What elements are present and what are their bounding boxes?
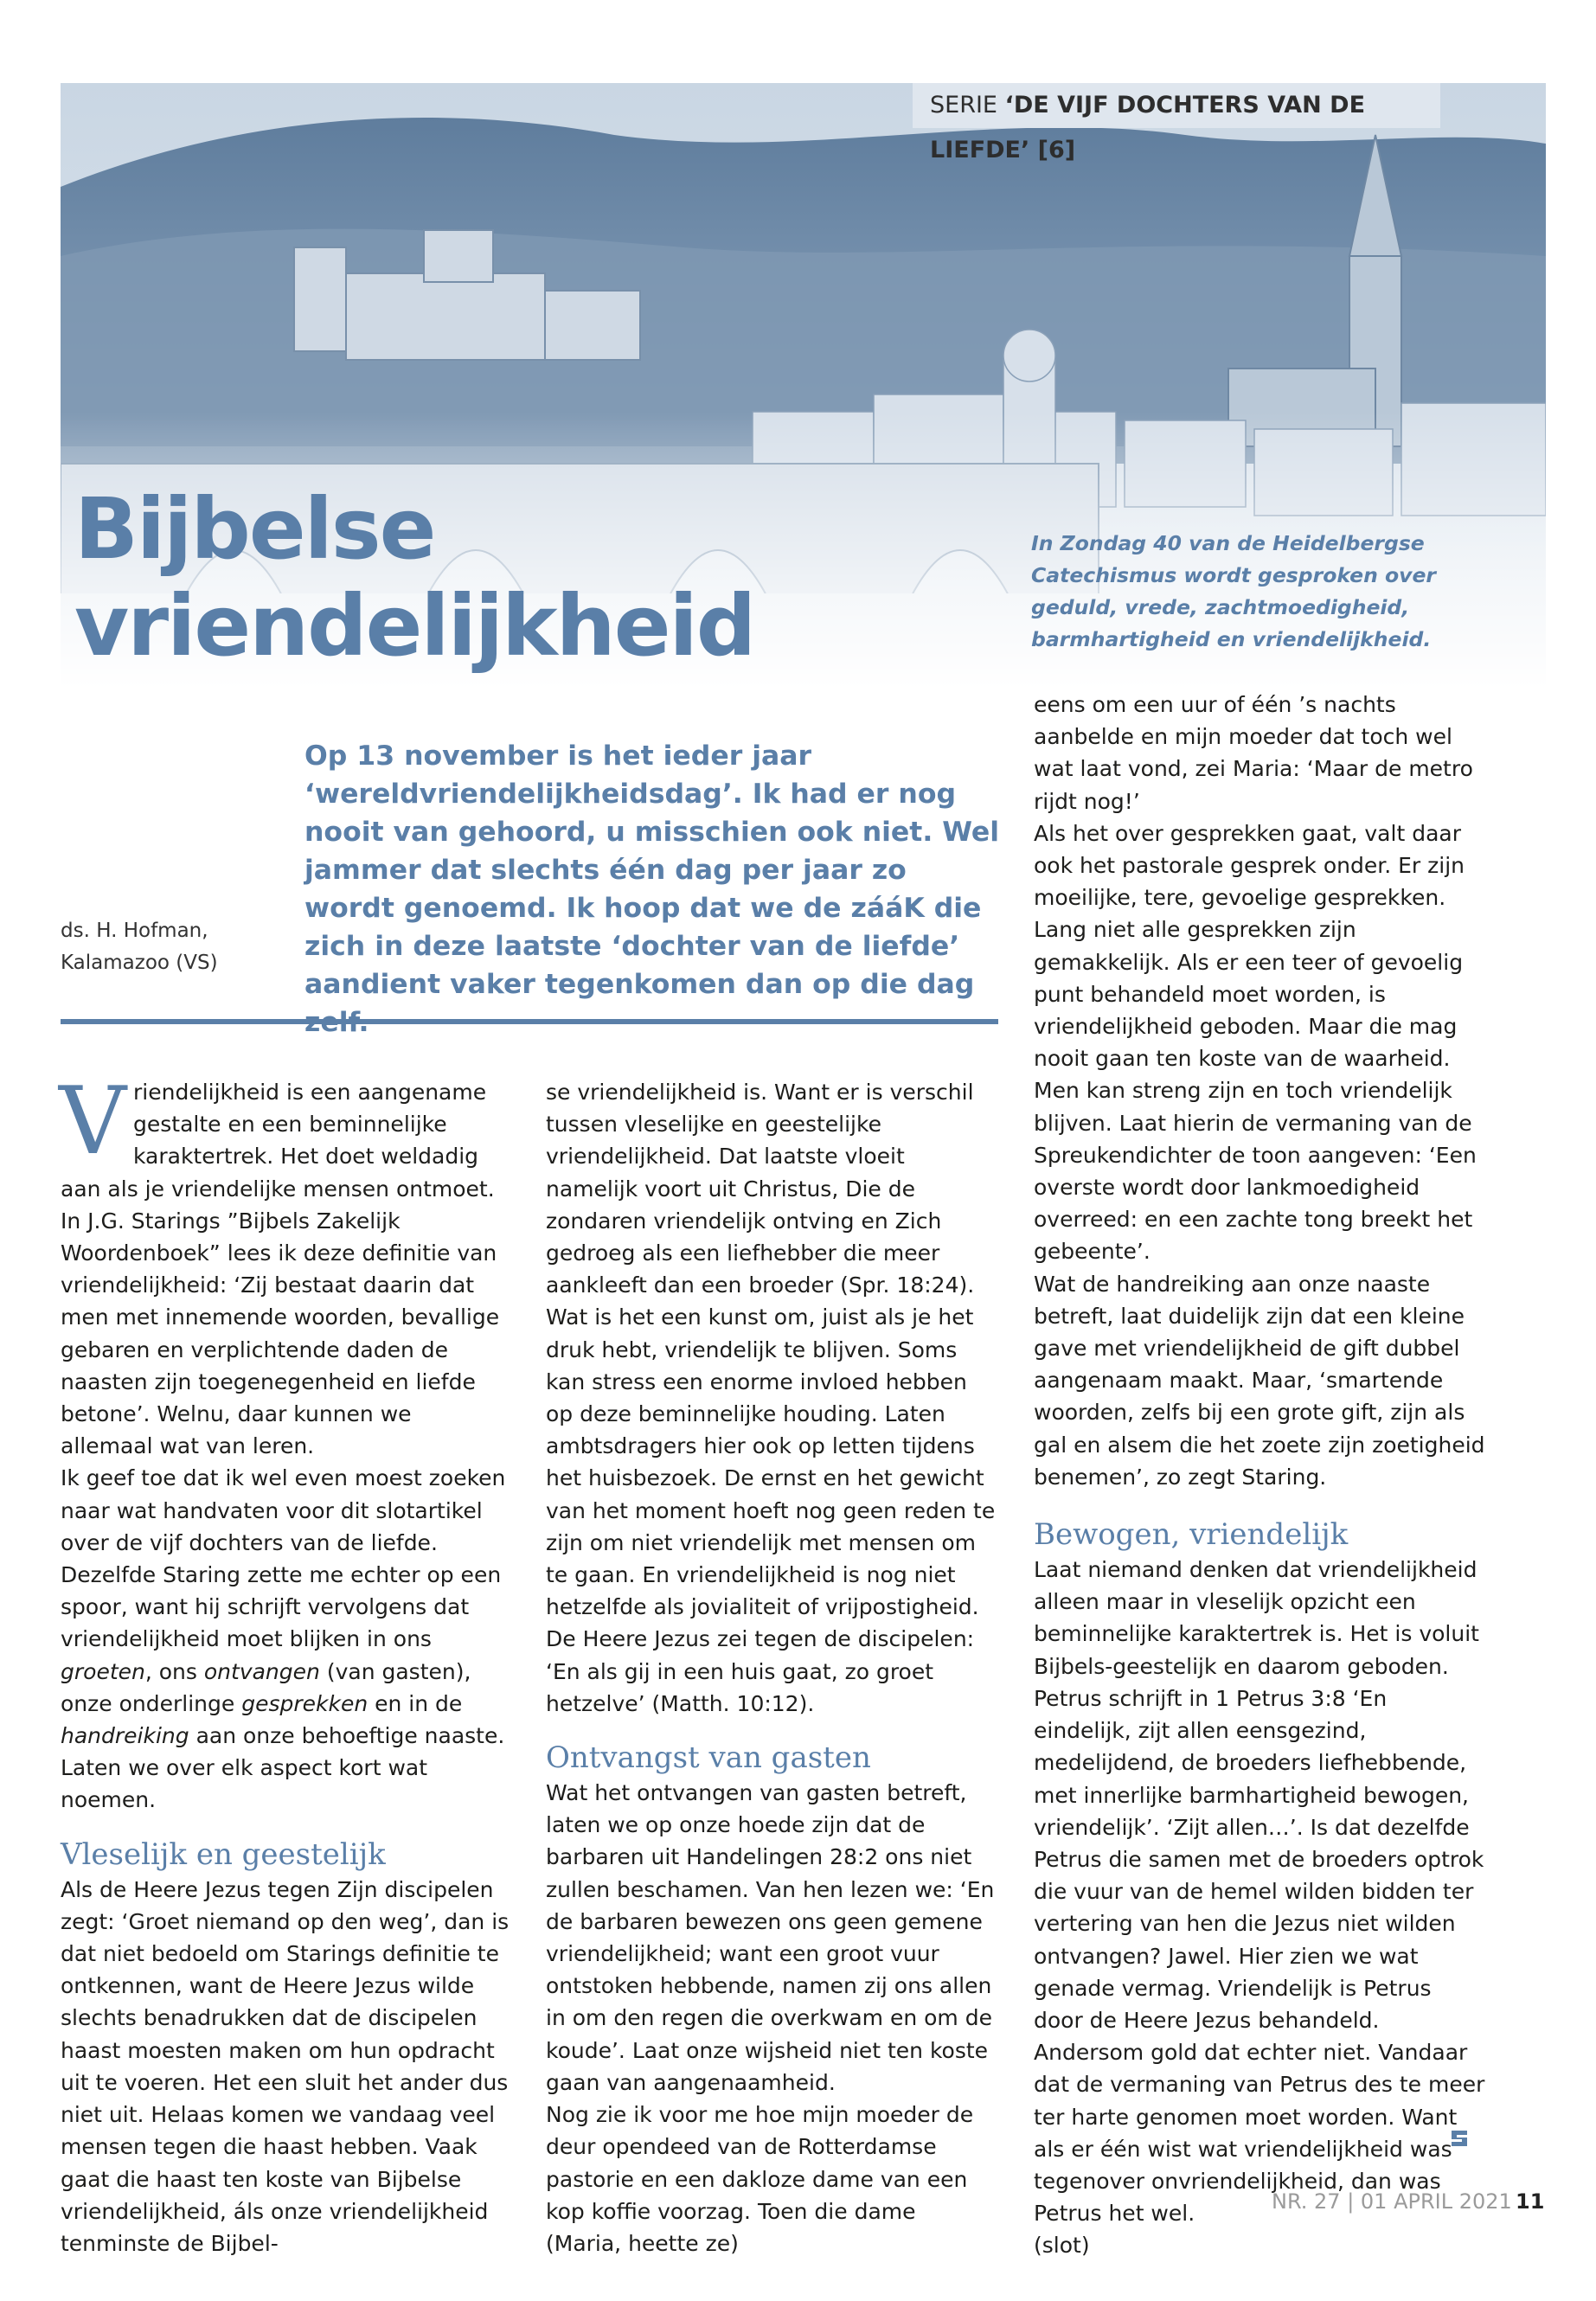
series-title: ‘DE VIJF DOCHTERS VAN DE LIEFDE’ [6]: [930, 92, 1366, 163]
p2-emphasis-handreiking: handreiking: [61, 1723, 189, 1749]
title-line-2: vriendelijkheid: [74, 577, 755, 675]
footer-issue: NR. 27 | 01 APRIL 2021: [1272, 2189, 1512, 2214]
paragraph-3-continued: se vriendelijkheid is. Want er is verschil tussen vleselijke en geestelijke vriendelijkheid. Dat laatste vloeit namelijk voort uit Christus, Die de zondaren vriendelijk ontving en Zich gedroeg als een liefhebber die meer aankleeft dan een broeder (Spr. 18:24). Wat is het een kunst om, juist als je het druk hebt, vriendelijk te blijven. Soms kan stress een enorme invloed hebben op deze beminnelijke houding. Laten ambtsdragers hier ook op letten tijdens het huisbezoek. De ernst en het gewicht van het moment hoeft nog geen reden te zijn om niet vriendelijk met mensen om te gaan. En vriendelijkheid is nog niet hetzelfde als jovialiteit of vrijpostigheid. De Heere Jezus zei tegen de discipelen: ‘En als gij in een huis gaat, zo groet hetzelve’ (Matth. 10:12).: [546, 1080, 996, 1716]
p2-emphasis-gesprekken: gesprekken: [241, 1690, 369, 1716]
section-heading-ontvangst: Ontvangst van gasten: [546, 1740, 871, 1776]
author-byline: [61, 915, 218, 979]
p2-text-b: , ons: [144, 1658, 204, 1684]
author-name: ds. H. Hofman,: [61, 920, 208, 942]
p2-text-c: (van gasten), onze onderlinge: [61, 1658, 471, 1716]
series-label: [913, 83, 1440, 163]
p2-emphasis-ontvangen: ontvangen: [203, 1658, 320, 1684]
column-3: [1034, 689, 1485, 2262]
author-location: Kalamazoo (VS): [61, 952, 218, 974]
article-intro: Op 13 november is het ieder jaar ‘wereldvriendelijkheidsdag’. Ik had er nog nooit van gehoord, u misschien ook niet. Wel jammer dat slechts één dag per jaar zo wordt genoemd. Ik hoop dat we de zááK die zich in deze laatste ‘dochter van de liefde’ aandient vaker tegenkomen dan op die dag: [304, 740, 1000, 1000]
p2-text-d: en in de: [368, 1690, 463, 1716]
column-1: [59, 1067, 510, 2259]
intro-divider: [61, 1019, 998, 1024]
paragraph-5: Nog zie ik voor me hoe mijn moeder de deur opendeed van de Rotterdamse pastorie en een dakloze dame van een kop koffie voorzag. Toen die dame (Maria, heette ze): [546, 2102, 974, 2256]
paragraph-7: Wat de handreiking aan onze naaste betreft, laat duidelijk zijn dat een kleine gave met vriendelijkheid de gift dubbel aangenaam maakt. Maar, ‘smartende woorden, zelfs bij een grote gift, zijn als gal en alsem die het zoete zijn zoetigheid benemen’, zo zegt Staring.: [1034, 1271, 1485, 1490]
p2-text-a: Ik geef toe dat ik wel even moest zoeken naar wat handvaten voor dit slotartikel over de vijf dochters van de liefde. Dezelfde Staring zette me echter op een spoor, want hij schrijft vervolgens dat vriendelijkheid moet blijken in ons: [61, 1465, 506, 1652]
drop-cap: V: [59, 1067, 126, 1176]
section-heading-bewogen: Bewogen, vriendelijk: [1034, 1517, 1349, 1553]
paragraph-1: [59, 1067, 510, 1462]
paragraph-6: Als het over gesprekken gaat, valt daar ook het pastorale gesprek onder. Er zijn moeilijke, tere, gevoelige gesprekken. Lang niet alle gesprekken zijn gemakkelijk. Als er een teer of gevoelig punt behandeld moet worden, is vriendelijkheid geboden. Maar die mag nooit gaan ten koste van de waarheid. Men kan streng zijn en toch vriendelijk blijven. Laat hierin de vermaning van de Spreukendichter de toon aangeven: ‘Een overste wordt door lankmoedigheid overreed: en een zachte tong breekt het gebeente’.: [1034, 820, 1477, 1265]
paragraph-4: Wat het ontvangen van gasten betreft, laten we op onze hoede zijn dat de barbaren uit Handelingen 28:2 ons niet zullen beschamen. Van hen lezen we: ‘En de barbaren bewezen ons geen gemene vriendelijkheid; want een groot vuur ontstoken hebbende, namen zij ons allen in om den regen die overkwam en om de koude’. Laat onze wijsheid niet ten koste gaan van aangenaamheid.: [546, 1780, 995, 2095]
end-of-article-mark-icon: [1448, 2127, 1471, 2150]
article-subhead: In Zondag 40 van de Heidelbergse Catechismus wordt gesproken over geduld, vrede, zachtmoedigheid, barmhartigheid en vriendelijkheid.: [1031, 531, 1436, 651]
page-number: 11: [1516, 2189, 1545, 2214]
paragraph-1-text: riendelijkheid is een aangename gestalte en een beminnelijke karaktertrek. Het doet weldadig aan als je vriendelijke mensen ontmoet. In J.G. Starings ”Bijbels Zakelijk Woordenboek” lees ik deze definitie van vriendelijkheid: ‘Zij bestaat daarin dat men met innemende woorden, bevallige gebaren en verplichtende daden de naasten zijn toegenegenheid en liefde betone’. Welnu, daar kunnen we allemaal wat van leren.: [61, 1080, 500, 1459]
paragraph-2: [61, 1462, 510, 1816]
paragraph-3: Als de Heere Jezus tegen Zijn discipelen zegt: ‘Groet niemand op den weg’, dan is dat niet bedoeld om Starings definitie te ontkennen, want de Heere Jezus wilde slechts benadrukken dat de discipelen haast moesten maken om hun opdracht uit te voeren. Het een sluit het ander dus niet uit. Helaas komen we vandaag veel mensen tegen die haast hebben. Vaak gaat die haast ten koste van Bijbelse vriendelijkheid, áls onze vriendelijkheid tenminste de Bijbel-: [61, 1876, 510, 2256]
p2-emphasis-groeten: groeten: [61, 1658, 145, 1684]
section-heading-vleselijk: Vleselijk en geestelijk: [61, 1836, 386, 1872]
p2-text-e: aan onze behoeftige naaste. Laten we over elk aspect kort wat noemen.: [61, 1723, 505, 1813]
closing-note: (slot): [1034, 2233, 1090, 2259]
article-title: [74, 481, 754, 675]
paragraph-5-continued: eens om een uur of één ’s nachts aanbelde en mijn moeder dat toch wel wat laat vond, zei Maria: ‘Maar de metro rijdt nog!’: [1034, 692, 1473, 814]
paragraph-8: Laat niemand denken dat vriendelijkheid alleen maar in vleselijk opzicht een beminnelijke karaktertrek is. Het is voluit Bijbels-geestelijk en daarom geboden. Petrus schrijft in 1 Petrus 3:8 ‘En eindelijk, zijt allen eensgezind, medelijdend, de broeders liefhebbende, met innerlijke barmhartigheid bewogen, vriendelijk’. ‘Zijt allen…’. Is dat dezelfde Petrus die samen met de broeders optrok die vuur van de hemel wilden bidden ter vertering van hen die Jezus niet wilden ontvangen? Jawel. Hier zien we wat genade vermag. Vriendelijk is Petrus door de Heere Jezus behandeld. Andersom gold dat echter niet. Vandaar dat de vermaning van Petrus des te meer ter harte genomen moet worden. Want als er één wist wat vriendelijkheid was tegenover onvriendelijkheid, dan was Petrus het wel.: [1034, 1557, 1485, 2227]
series-prefix: SERIE: [930, 92, 1005, 119]
column-2: [546, 1076, 996, 2259]
title-line-1: Bijbelse: [74, 480, 435, 578]
